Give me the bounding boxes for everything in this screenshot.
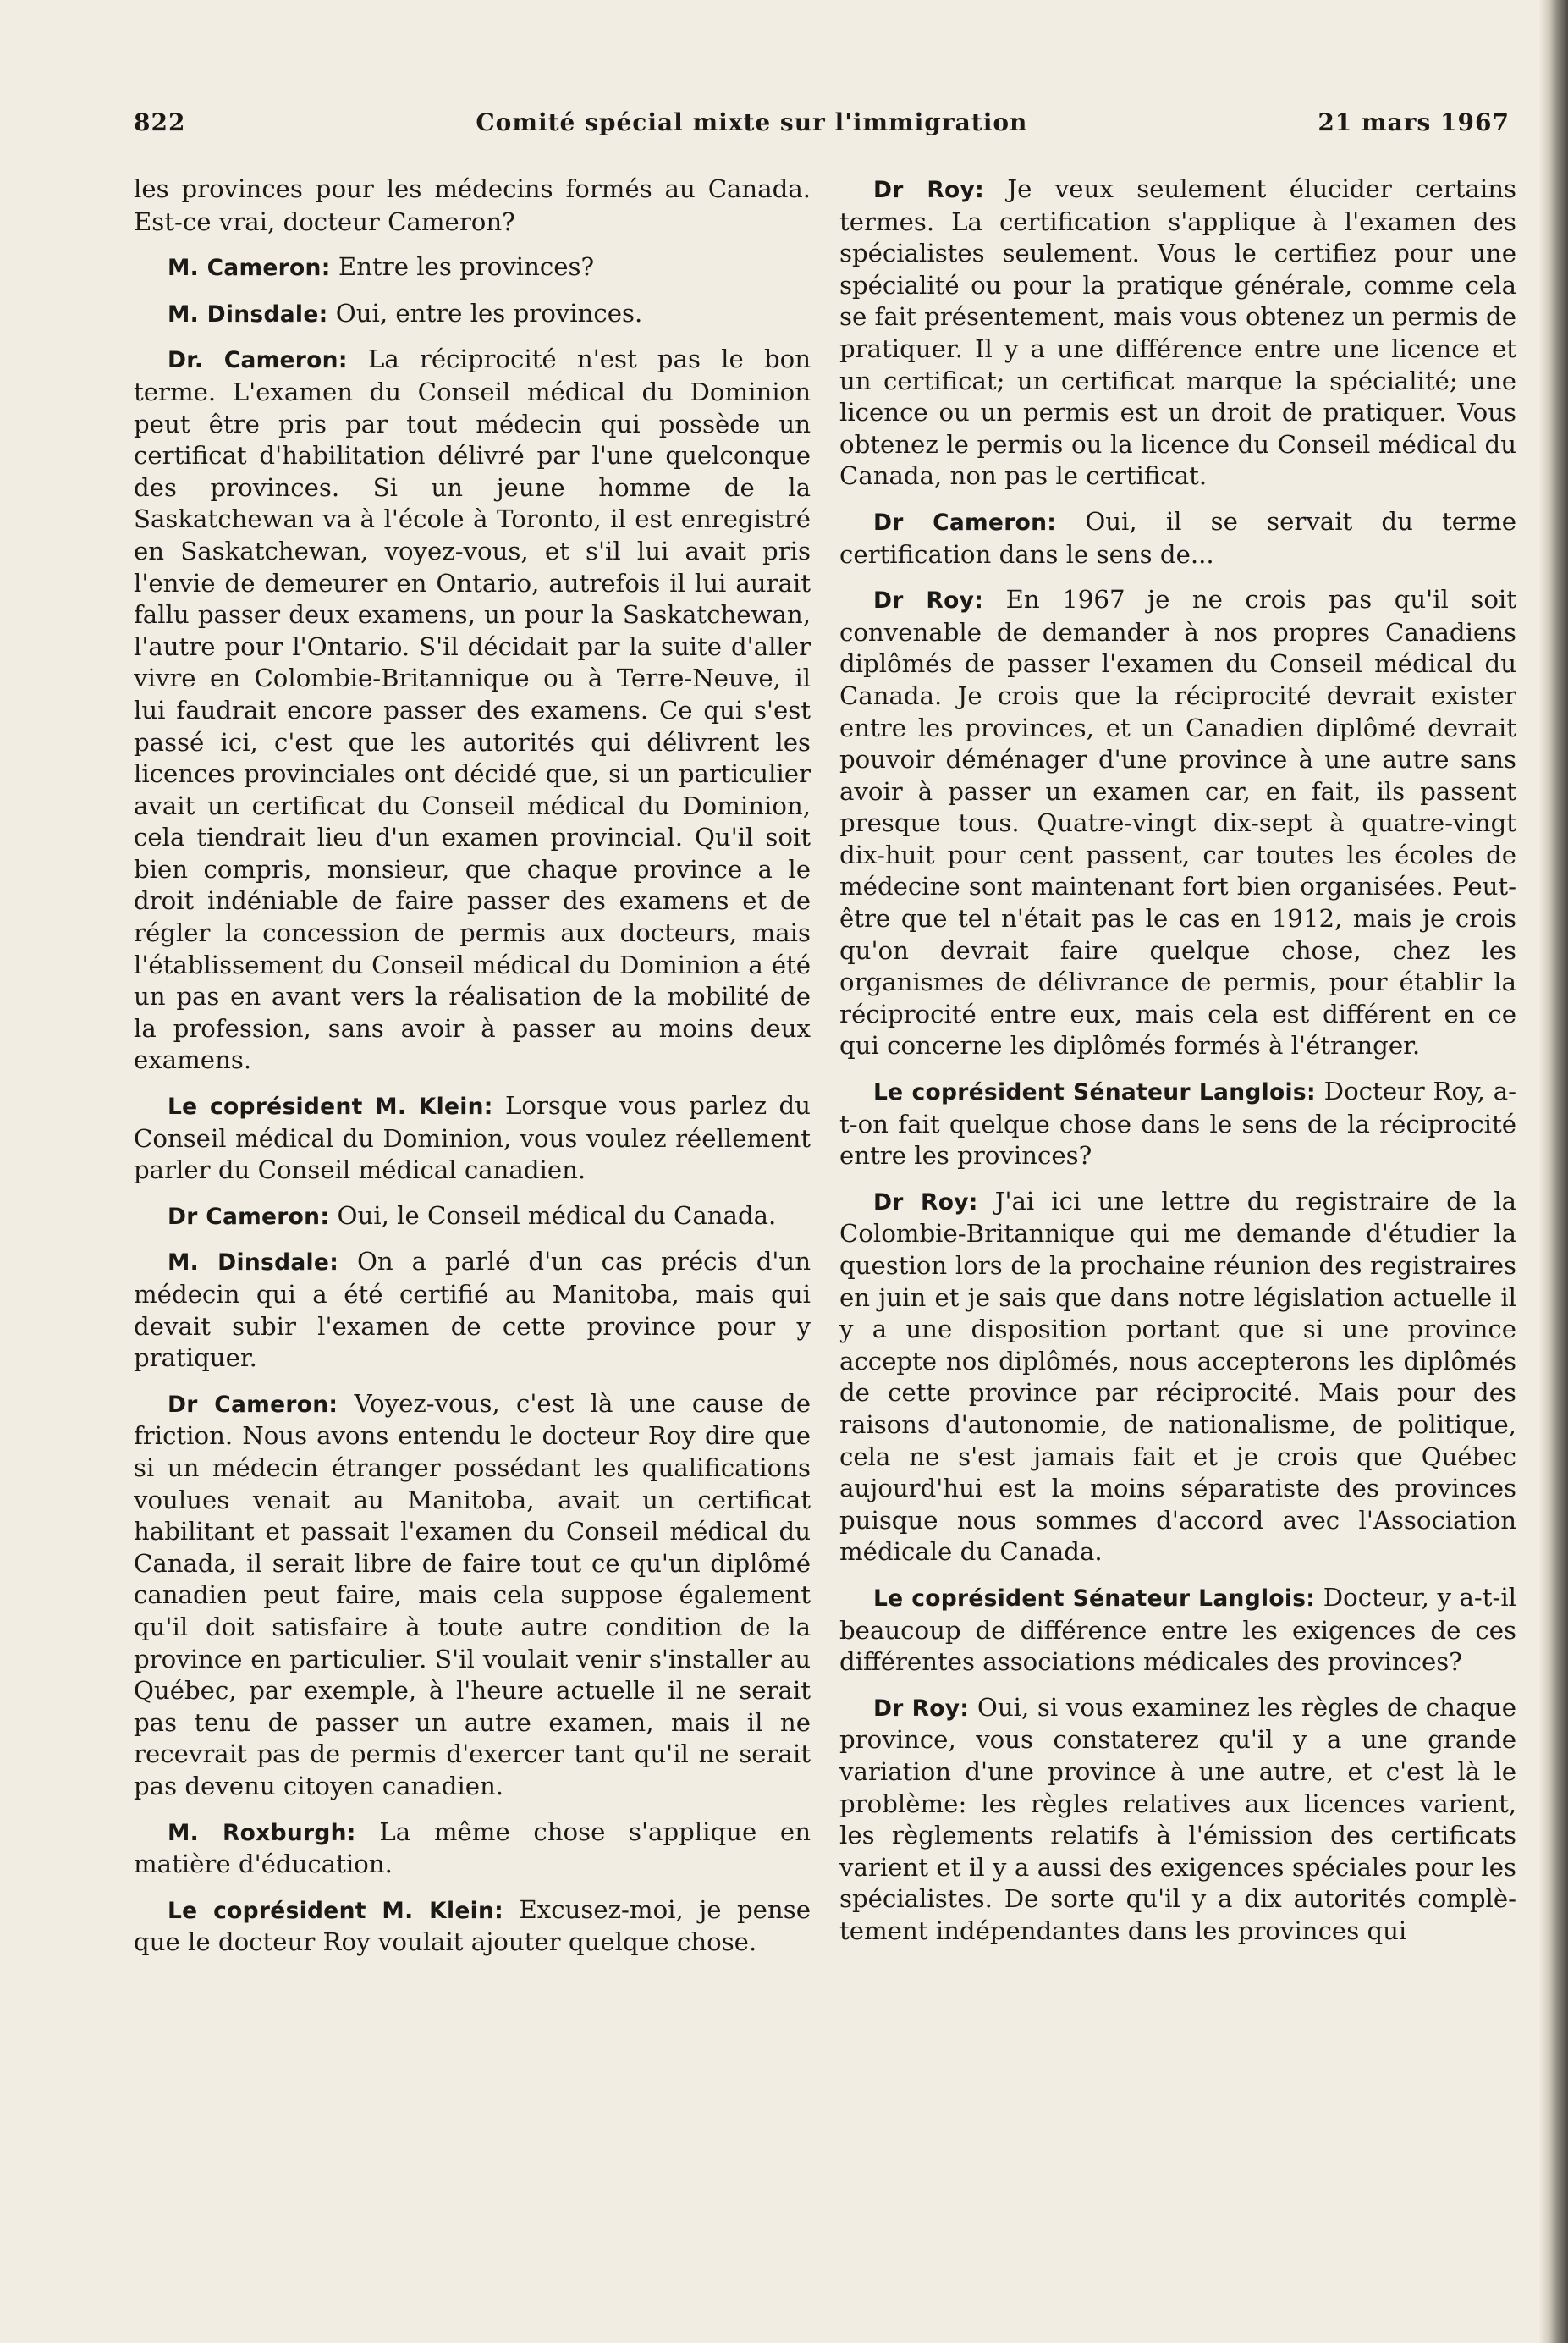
speech-text: Lorsque vous parlez du Conseil médical du Dominion, vous voulez réellement parler du Conseil médical canadien.	[134, 1091, 811, 1185]
page-number: 822	[134, 108, 186, 136]
paragraph	[839, 174, 1516, 493]
paragraph	[839, 1076, 1516, 1172]
speaker-name: Dr Cameron:	[873, 509, 1057, 536]
speech-text: les provinces pour les médecins formés au Canada. Est-ce vrai, docteur Cameron?	[134, 174, 811, 236]
page-header	[134, 108, 1510, 147]
paragraph	[134, 1894, 811, 1959]
speaker-name: M. Cameron:	[168, 255, 331, 282]
left-column	[134, 174, 811, 1972]
header-date: 21 mars 1967	[1318, 108, 1510, 136]
paragraph	[839, 1186, 1516, 1568]
speech-text: On a parlé d'un cas précis d'un médecin qui a été certifié au Manitoba, mais qui devait subir l'examen de cette province pour y pratiquer.	[134, 1247, 811, 1373]
speaker-name: M. Dinsdale:	[168, 1249, 339, 1276]
speech-text: Oui, il se servait du terme certification dans le sens de...	[839, 506, 1516, 569]
speaker-name: Le coprésident M. Klein:	[168, 1094, 493, 1121]
speech-text: La même chose s'applique en matière d'éducation.	[134, 1817, 811, 1879]
speech-text: Docteur, y a-t-il beaucoup de différence entre les exigences de ces différentes associations médicales des provinces?	[839, 1582, 1516, 1677]
speech-text: Je veux seulement élucider certains termes. La certification s'applique à l'examen des spécialistes seulement. Vous le certifiez pour une spécialité ou pour la pratique générale, comme cela se fait présentement, mais vous obtenez un permis de pratiquer. Il y a une différence entre une licence et un certificat; un certificat marque la spécialité; une licence ou un permis est un droit de pratiquer. Vous obtenez le permis ou la licence du Conseil médical du Canada, non pas le certificat.	[839, 174, 1516, 491]
running-title: Comité spécial mixte sur l'immigration	[476, 108, 1028, 136]
speech-text: Entre les provinces?	[330, 252, 595, 282]
paragraph	[134, 1388, 811, 1803]
page-binding-shadow	[1539, 0, 1568, 2343]
speaker-name: M. Dinsdale:	[168, 300, 328, 328]
speaker-name: Dr. Cameron:	[168, 347, 348, 374]
speaker-name: Dr Roy:	[873, 177, 985, 203]
paragraph	[134, 344, 811, 1077]
speech-text: En 1967 je ne crois pas qu'il soit convenable de demander à nos propres Canadiens diplômés de passer l'examen du Conseil médical du Canada. Je crois que la réciprocité devrait exister entre les provinces, et un Canadien diplômé devrait pouvoir déménager d'une province à une autre sans avoir à passer un examen car, en fait, ils passent presque tous. Quatre-vingt dix-sept à quatre-vingt dix-huit pour cent passent, car toutes les écoles de médecine sont maintenant fort bien organisées. Peut-être que tel n'était pas le cas en 1912, mais je crois qu'on devrait faire quelque chose, chez les organismes de délivrance de permis, pour établir la réciprocité entre eux, mais cela est différent en ce qui concerne les diplômés formés à l'étranger.	[839, 585, 1516, 1061]
paragraph	[134, 1817, 811, 1881]
speech-text: Oui, le Conseil médical du Canada.	[329, 1200, 777, 1230]
speech-text: J'ai ici une lettre du registraire de la Colombie-Britannique qui me demande d'étudier la question lors de la prochaine réunion des registraires en juin et je sais que dans notre législation actuelle il y a une disposition portant que si une province accepte nos diplômés, nous accepterons les diplômés de cette province par réciprocité. Mais pour des raisons d'autonomie, de nationalisme, de politique, cela ne s'est jamais fait et je crois que Québec aujourd'hui est la moins séparatiste des provinces puisque nous sommes d'accord avec l'Association médicale du Canada.	[839, 1186, 1517, 1567]
speech-text: Oui, si vous examinez les règles de chaque province, vous constaterez qu'il y a une grande variation d'une province à une autre, et c'est là le problème: les règles relatives aux licences varient, les règlements relatifs à l'émission des certificats varient et il y a aussi des exigences spéciales pour les spécialistes. De sorte qu'il y a dix autorités complètement indépendantes dans les provinces qui	[839, 1692, 1516, 1945]
speaker-name: Dr Cameron:	[168, 1203, 330, 1230]
paragraph	[839, 1692, 1516, 1948]
right-column	[839, 174, 1516, 1960]
speaker-name: Dr Cameron:	[168, 1391, 338, 1418]
speaker-name: Dr Roy:	[873, 1695, 970, 1722]
speaker-name: Le coprésident Sénateur Langlois:	[873, 1585, 1316, 1612]
paragraph	[134, 298, 811, 331]
paragraph	[839, 506, 1516, 571]
speech-text: Docteur Roy, a-t-on fait quelque chose dans le sens de la réciprocité entre les provinces?	[839, 1077, 1516, 1171]
speech-text: La réciprocité n'est pas le bon terme. L'examen du Conseil médical du Dominion peut être pris par tout médecin qui possède un certificat d'habilitation délivré par l'une quelconque des provinces. Si un jeune homme de la Saskatchewan va à l'école à Toronto, il est enregistré en Saskatchewan, voyez-vous, et s'il lui avait pris l'envie de demeurer en Ontario, autrefois il lui aurait fallu passer deux examens, un pour la Saskatchewan, l'autre pour l'Ontario. S'il décidait par la suite d'aller vivre en Colombie-Britannique ou à Terre-Neuve, il lui faudrait encore passer des examens. Ce qui s'est passé ici, c'est que les autorités qui délivrent les licences provinciales ont décidé que, si un particulier avait un certificat du Conseil médical du Dominion, cela tiendrait lieu d'un examen provincial. Qu'il soit bien compris, monsieur, que chaque province a le droit indéniable de faire passer des examens et de régler la concession de permis aux docteurs, mais l'établissement du Conseil médical du Dominion a été un pas en avant vers la réalisation de la mobilité de la profession, sans avoir à passer au moins deux examens.	[134, 345, 811, 1075]
speaker-name: Le coprésident M. Klein:	[168, 1897, 504, 1924]
paragraph	[134, 174, 811, 238]
speaker-name: Dr Roy:	[873, 587, 984, 615]
paragraph	[134, 1246, 811, 1374]
speaker-name: M. Roxburgh:	[168, 1819, 356, 1846]
speaker-name: Le coprésident Sénateur Langlois:	[873, 1079, 1316, 1106]
speech-text: Oui, entre les provinces.	[327, 298, 643, 328]
speech-text: Excusez-moi, je pense que le docteur Roy voulait ajouter quelque chose.	[134, 1894, 811, 1957]
speaker-name: Dr Roy:	[873, 1188, 978, 1216]
speech-text: Voyez-vous, c'est là une cause de friction. Nous avons entendu le docteur Roy dire que si un médecin étranger possédant les qualifications voulues venait au Manitoba, avait un certificat habilitant et passait l'examen du Conseil médical du Canada, il serait libre de faire tout ce qu'un diplômé canadien peut faire, mais cela suppose également qu'il doit satisfaire à toute autre condition de la province en particulier. S'il voulait venir s'installer au Québec, par exemple, à l'heure actuelle il ne serait pas tenu de passer un autre examen, mais il ne recevrait pas de permis d'exercer tant qu'il ne serait pas devenu citoyen canadien.	[134, 1388, 812, 1800]
paragraph	[134, 1090, 811, 1187]
paragraph	[839, 584, 1516, 1062]
paragraph	[839, 1582, 1516, 1679]
paragraph	[134, 251, 811, 284]
paragraph	[134, 1200, 811, 1233]
